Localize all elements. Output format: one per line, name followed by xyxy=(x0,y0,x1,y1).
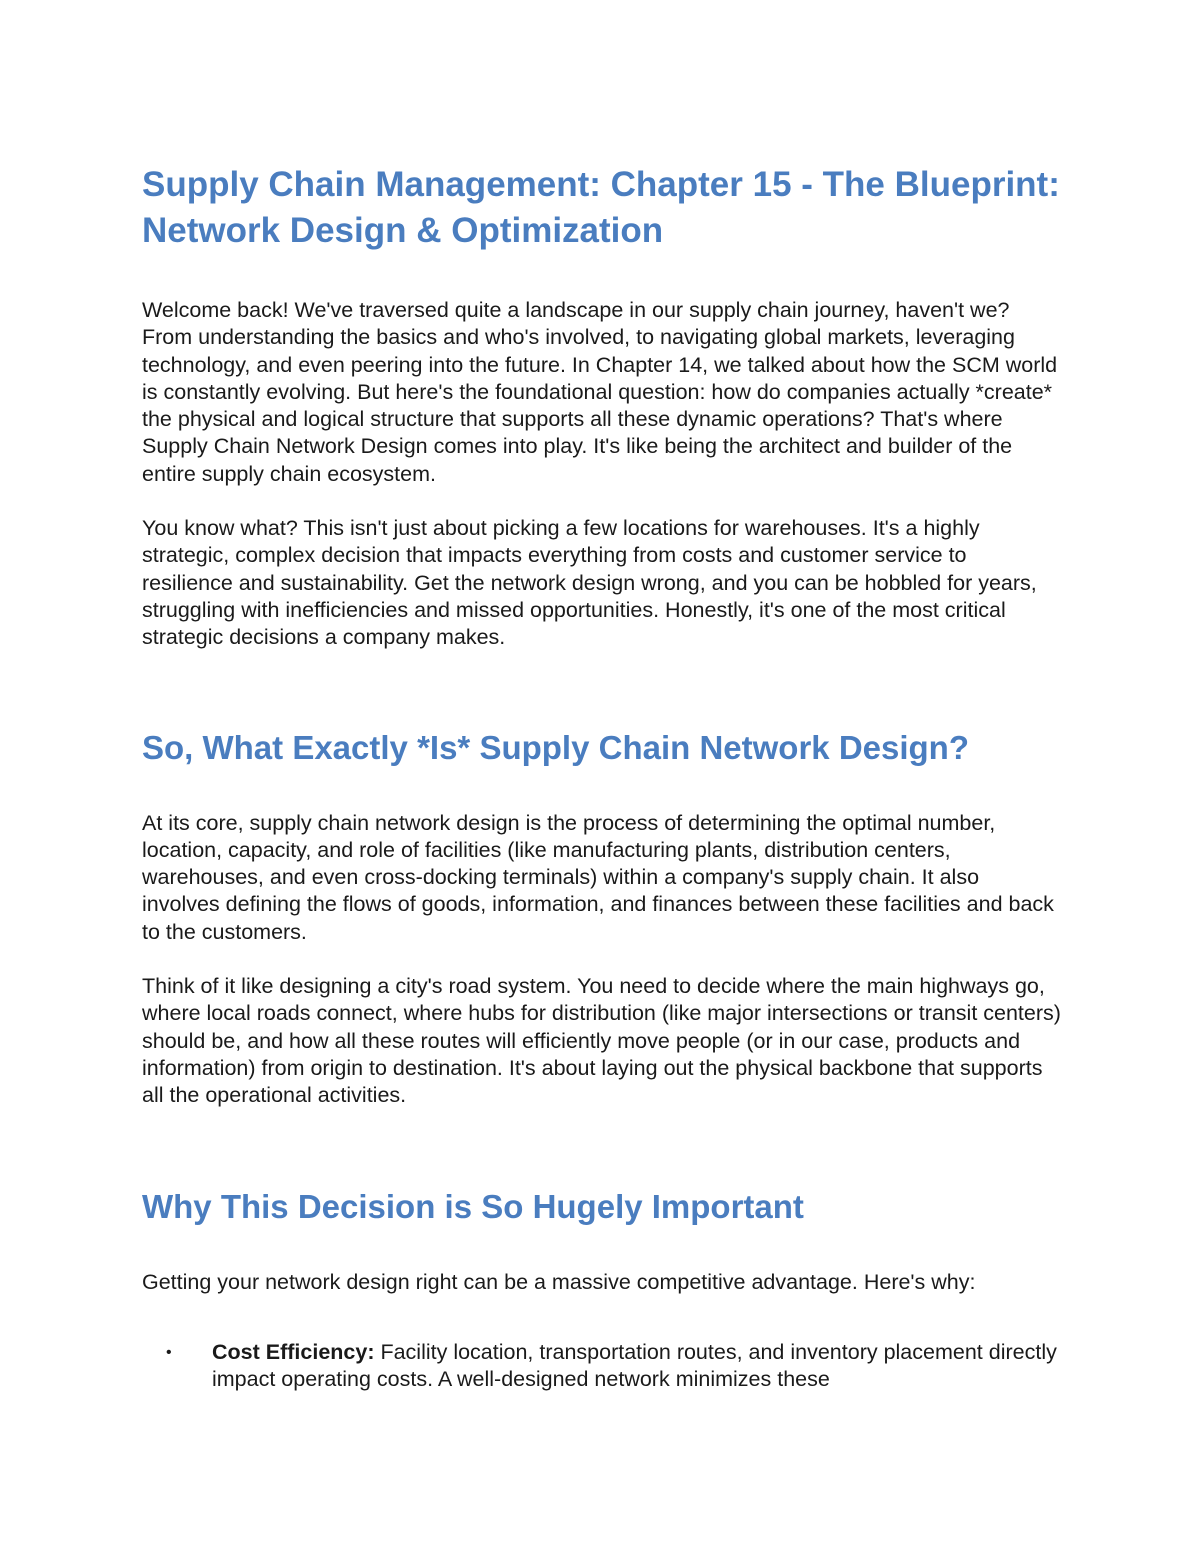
intro-paragraph-2: You know what? This isn't just about picking a few locations for warehouses. It's a highly strategic, complex decision that impacts everything from costs and customer service to resilience and sustainability. Get the network design wrong, and you can be hobbled for years, struggling with inefficiencies and missed opportunities. Honestly, it's one of the most critical strategic decisions a company makes. xyxy=(142,516,1037,650)
importance-list xyxy=(142,1339,1062,1394)
section1-paragraph-2: Think of it like designing a city's road system. You need to decide where the main highways go, where local roads connect, where hubs for distribution (like major intersections or transit centers) should be, and how all these routes will efficiently move people (or in our case, products and information) from origin to destination. It's about laying out the physical backbone that supports all the operational activities. xyxy=(142,974,1061,1108)
document-title: Supply Chain Management: Chapter 15 - The Blueprint: Network Design & Optimization xyxy=(142,165,1060,250)
section1-paragraph-1: At its core, supply chain network design is the process of determining the optimal number, location, capacity, and role of facilities (like manufacturing plants, distribution centers, warehouses, and even cross-docking terminals) within a company's supply chain. It also involves defining the flows of goods, information, and finances between these facilities and back to the customers. xyxy=(142,810,1054,944)
section-heading-what-is-network-design: So, What Exactly *Is* Supply Chain Network Design? xyxy=(142,728,969,766)
list-item-term: Cost Efficiency: xyxy=(212,1339,375,1364)
section-heading-why-important: Why This Decision is So Hugely Important xyxy=(142,1187,804,1225)
bullet-icon: • xyxy=(166,1343,172,1361)
document-page xyxy=(142,162,1062,1393)
section2-paragraph: Getting your network design right can be a massive competitive advantage. Here's why: xyxy=(142,1269,976,1294)
list-item-text: Facility location, transportation routes, and inventory placement directly impact operating costs. A well-designed network minimizes these xyxy=(212,1339,1057,1392)
list-item-cost-efficiency xyxy=(142,1339,1062,1394)
intro-paragraph-1: Welcome back! We've traversed quite a landscape in our supply chain journey, haven't we? From understanding the basics and who's involved, to navigating global markets, leveraging technology, and even peering into the future. In Chapter 14, we talked about how the SCM world is constantly evolving. But here's the foundational question: how do companies actually *create* the physical and logical structure that supports all these dynamic operations? That's where Supply Chain Network Design comes into play. It's like being the architect and builder of the entire supply chain ecosystem. xyxy=(142,298,1058,486)
